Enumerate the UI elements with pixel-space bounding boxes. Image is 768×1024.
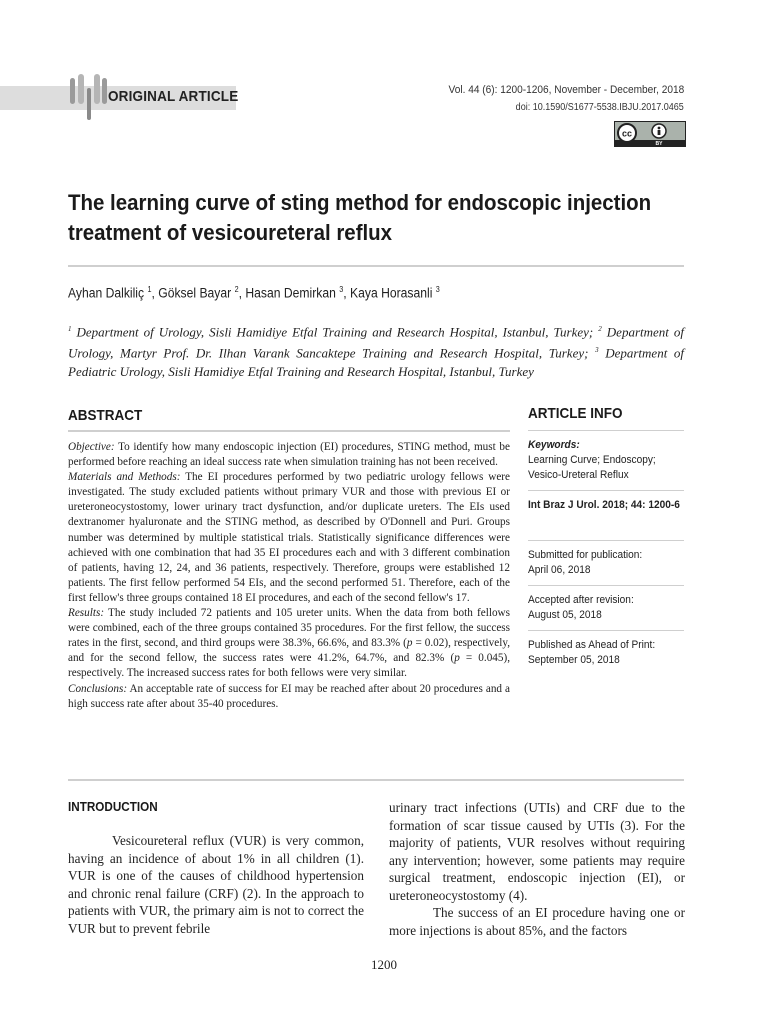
keywords-label: Keywords: bbox=[528, 439, 580, 451]
introduction-heading: INTRODUCTION bbox=[68, 799, 158, 814]
cc-by-text: BY bbox=[655, 141, 663, 147]
p-symbol: p bbox=[454, 652, 460, 665]
abstract-methods bbox=[68, 470, 510, 606]
abstract-body bbox=[68, 440, 510, 712]
keywords-line: Vesico-Ureteral Reflux bbox=[528, 469, 629, 481]
abstract-rule bbox=[68, 430, 510, 432]
published-date: September 05, 2018 bbox=[528, 654, 620, 666]
author-affil-marker: 3 bbox=[339, 285, 344, 294]
objective-label: Objective: bbox=[68, 441, 115, 453]
affil-marker: 2 bbox=[598, 325, 602, 333]
intro-paragraph: The success of an EI procedure having one or more injections is about 85%, and the factors bbox=[389, 905, 685, 938]
author-name: Hasan Demirkan bbox=[245, 285, 336, 301]
accepted-block bbox=[528, 593, 694, 623]
intro-paragraph-cont: urinary tract infections (UTIs) and CRF due to the formation of scar tissue caused by UTIs (3). For the majority of patients, VUR resolves without requiring any intervention; however, some patients may require surgical treatment, endoscopic injection (EI), or ureteroneocystostomy (4). bbox=[389, 800, 685, 903]
accepted-date: August 05, 2018 bbox=[528, 609, 602, 621]
affiliation: Department of Urology, Martyr Prof. Dr. Ilhan Varank Sancaktepe Training and Research Hospital, Turkey; bbox=[68, 324, 685, 361]
title-divider bbox=[68, 265, 684, 267]
methods-label: Materials and Methods: bbox=[68, 471, 181, 484]
info-rule bbox=[528, 430, 684, 431]
attribution-icon bbox=[652, 124, 666, 138]
abstract-results bbox=[68, 606, 510, 681]
info-divider bbox=[528, 585, 684, 586]
affiliation: Department of Pediatric Urology, Sisli Hamidiye Etfal Training and Research Hospital, Istanbul, Turkey bbox=[68, 345, 685, 379]
abstract-heading: ABSTRACT bbox=[68, 407, 143, 424]
article-title: The learning curve of sting method for endoscopic injection treatment of vesicoureteral reflux bbox=[68, 190, 652, 245]
author-name: Kaya Horasanli bbox=[350, 285, 433, 301]
doi-link[interactable]: doi: 10.1590/S1677-5538.IBJU.2017.0465 bbox=[515, 102, 684, 113]
intro-paragraph: Vesicoureteral reflux (VUR) is very common, having an incidence of about 1% in all children (1). VUR is one of the causes of childhood hypertension and chronic renal failure (CRF) (2). In the approach to patients with VUR, the primary aim is not to correct the VUR but to prevent febrile bbox=[68, 833, 364, 936]
creative-commons-icon bbox=[618, 124, 636, 142]
results-text: = 0.045), respectively. The increased success rates for both fellows were very similar. bbox=[68, 652, 510, 680]
author-affil-marker: 3 bbox=[435, 285, 440, 294]
author-name: Ayhan Dalkiliç bbox=[68, 285, 145, 301]
affil-marker: 3 bbox=[595, 346, 599, 355]
conclusions-label: Conclusions: bbox=[68, 682, 128, 695]
author-name: Göksel Bayar bbox=[158, 285, 232, 301]
p-symbol: p bbox=[406, 637, 413, 650]
journal-logo-icon bbox=[68, 72, 108, 122]
author-affil-marker: 2 bbox=[234, 285, 239, 294]
abstract-objective bbox=[68, 440, 510, 470]
intro-column-right bbox=[389, 799, 685, 939]
cc-by-license-badge[interactable] bbox=[614, 121, 686, 147]
author-affil-marker: 1 bbox=[147, 285, 152, 294]
objective-text: To identify how many endoscopic injection (EI) procedures, STING method, must be performed before reaching an ideal success rate when simulation training has not been received. bbox=[68, 441, 510, 469]
author-list: Ayhan Dalkiliç $^1$, Göksel Bayar $^2$, Hasan Demirkan $^3$, Kaya Horasanli $^3$ bbox=[68, 285, 440, 301]
methods-text: The EI procedures performed by two pediatric urology fellows were investigated. The study excluded patients without primary VUR and those with previous EI or ureteroneocystostomy, lower urinary tract dysfunction, and/or duplicate ureters. The EIs used dextranomer hyaluronate and the STING method, as described by O'Donnell and Puri. Groups number was determined by multiple statistical trials. Statistically significance differences were achieved with one combination that had 35 EI procedures each and with 3 different combination of patients, having 12, 24, and 36 patients, respectively. Therefore, groups were established 12 patients. The first fellow performed 54 EIs, and the second performed 51. Therefore, each of the first fellow's three groups contained 18 EI procedures, and each of the second fellow's 17. bbox=[68, 471, 510, 604]
info-divider bbox=[528, 490, 684, 491]
keywords-block bbox=[528, 438, 694, 483]
info-divider bbox=[528, 630, 684, 631]
published-block bbox=[528, 638, 694, 668]
accepted-label: Accepted after revision: bbox=[528, 594, 634, 606]
published-label: Published as Ahead of Print: bbox=[528, 639, 656, 651]
keywords-line: Learning Curve; Endoscopy; bbox=[528, 454, 656, 466]
citation: Int Braz J Urol. 2018; 44: 1200-6 bbox=[528, 499, 680, 511]
results-text: The study included 72 patients and 105 ureter units. When the data from both fellows were combined, each of the three groups contained 35 procedures. For the first fellow, the success rates in the first, second, and third groups were 38.3%, 66.6%, and 83.3% ( bbox=[68, 607, 510, 650]
results-text: = 0.02), respectively, and for the second fellow, the success rates were 41.2%, 64.7%, and 82.3% ( bbox=[68, 637, 510, 665]
abstract-conclusions bbox=[68, 682, 510, 712]
page-number: 1200 bbox=[371, 957, 397, 972]
submitted-label: Submitted for publication: bbox=[528, 549, 643, 561]
volume-info: Vol. 44 (6): 1200-1206, November - December, 2018 bbox=[448, 84, 684, 96]
section-label: ORIGINAL ARTICLE bbox=[108, 88, 239, 105]
svg-text:cc: cc bbox=[621, 128, 633, 139]
affiliation: Department of Urology, Sisli Hamidiye Etfal Training and Research Hospital, Istanbul, Turkey; bbox=[76, 324, 594, 340]
submitted-block bbox=[528, 548, 694, 578]
conclusions-text: An acceptable rate of success for EI may be reached after about 20 procedures and a high success rate after about 35-40 procedures. bbox=[68, 682, 510, 710]
affil-marker: 1 bbox=[68, 325, 72, 333]
submitted-date: April 06, 2018 bbox=[528, 564, 591, 576]
affiliations bbox=[68, 320, 684, 381]
article-info-heading: ARTICLE INFO bbox=[528, 405, 623, 422]
results-label: Results: bbox=[68, 607, 105, 620]
section-divider bbox=[68, 779, 684, 781]
info-divider bbox=[528, 540, 684, 541]
